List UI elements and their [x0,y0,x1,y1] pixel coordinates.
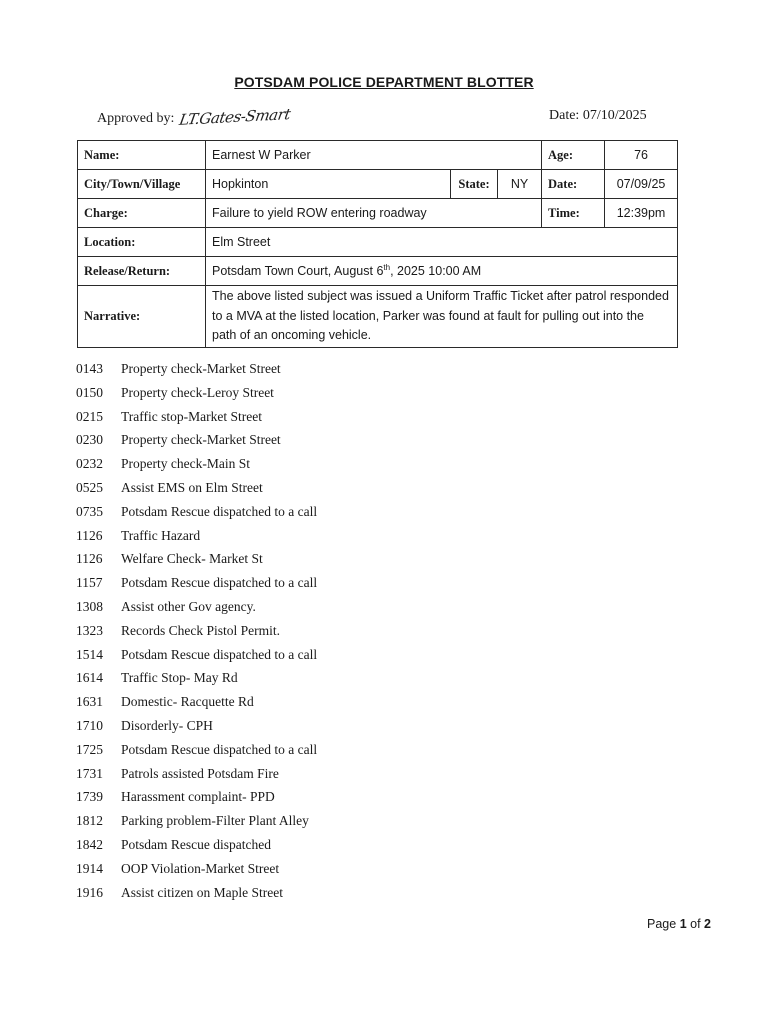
log-entry-text: Records Check Pistol Permit. [121,622,280,638]
log-entry-text: Property check-Main St [121,456,250,472]
log-entry-text: OOP Violation-Market Street [121,860,280,876]
charge-label: Charge: [78,199,206,228]
log-entry-text: Assist other Gov agency. [121,598,256,614]
log-entry [76,692,317,716]
log-entry [76,883,317,907]
city-value: Hopkinton [206,170,451,199]
log-entry-text: Potsdam Rescue dispatched to a call [121,646,318,662]
log-entry-text: Welfare Check- Market St [121,551,263,567]
log-entry-time: 1157 [76,575,103,591]
approver-signature: LT.Gates-Smart [178,105,292,129]
row-location [78,228,678,257]
row-charge [78,199,678,228]
narrative-value: The above listed subject was issued a Uniform Traffic Ticket after patrol responded to a MVA at the listed location, Parker was found at fault for pulling out into the path of an oncoming vehicle. [206,286,678,348]
name-label: Name: [78,141,206,170]
release-label: Release/Return: [78,257,206,286]
row-city [78,170,678,199]
location-value: Elm Street [206,228,678,257]
log-entry [76,597,317,621]
time-value: 12:39pm [605,199,678,228]
page-of: of [690,917,701,931]
log-entry-time: 0735 [76,503,103,519]
log-entry-text: Parking problem-Filter Plant Alley [121,813,309,829]
log-entry [76,407,317,431]
log-entry [76,764,317,788]
log-entry-text: Assist EMS on Elm Street [121,479,263,495]
incident-date-value: 07/09/25 [605,170,678,199]
city-label: City/Town/Village [78,170,206,199]
log-entry [76,383,317,407]
log-entry [76,811,317,835]
log-entry [76,502,317,526]
log-entry-time: 0232 [76,456,103,472]
document-title: POTSDAM POLICE DEPARTMENT BLOTTER [234,74,534,90]
state-value: NY [498,170,542,199]
log-entry [76,430,317,454]
charge-value: Failure to yield ROW entering roadway [206,199,542,228]
approved-by [97,105,292,129]
log-entry-time: 0525 [76,479,103,495]
release-value [206,257,678,286]
log-entry-time: 1725 [76,741,103,757]
log-entry-text: Potsdam Rescue dispatched [121,836,271,852]
blotter-log [76,359,317,906]
log-entry [76,359,317,383]
log-entry-text: Assist citizen on Maple Street [121,884,283,900]
page-current: 1 [679,917,687,931]
log-entry-text: Traffic Hazard [121,527,201,543]
log-entry [76,526,317,550]
log-entry-time: 1731 [76,765,103,781]
log-entry-time: 1842 [76,836,103,852]
log-entry-time: 0230 [76,432,103,448]
log-entry [76,716,317,740]
log-entry [76,454,317,478]
log-entry [76,668,317,692]
log-entry [76,573,317,597]
date-value: 07/10/2025 [582,108,647,123]
page-word: Page [647,917,677,931]
log-entry-time: 0150 [76,384,103,400]
log-entry-text: Potsdam Rescue dispatched to a call [121,741,318,757]
log-entry-text: Property check-Market Street [121,361,281,376]
log-entry-text: Traffic Stop- May Rd [121,670,238,686]
log-entry-time: 1739 [76,789,103,805]
release-value-ordinal: th [383,263,391,273]
log-entry-text: Harassment complaint- PPD [121,789,275,805]
age-label: Age: [542,141,605,170]
incident-date-label: Date: [542,170,605,199]
log-entry-time: 1631 [76,694,103,710]
name-value: Earnest W Parker [206,141,542,170]
log-entry [76,859,317,883]
log-entry-time: 1308 [76,598,103,614]
age-value: 76 [605,141,678,170]
log-entry [76,787,317,811]
incident-record-table [77,140,678,348]
log-entry [76,621,317,645]
log-entry-time: 1323 [76,622,103,638]
log-entry-text: Property check-Market Street [121,432,281,448]
log-entry-time: 1126 [76,551,103,567]
log-entry [76,740,317,764]
location-label: Location: [78,228,206,257]
page-total: 2 [704,917,711,931]
log-entry [76,835,317,859]
row-narrative [78,286,678,348]
log-entry-time: 0215 [76,408,103,424]
log-entry-time: 1914 [76,860,103,876]
approved-label: Approved by: [97,111,175,126]
log-entry-time: 1126 [76,527,103,543]
log-entry [76,478,317,502]
log-entry-time: 0143 [76,361,103,376]
log-entry-time: 1614 [76,670,103,686]
document-date [549,108,647,124]
log-entry-text: Domestic- Racquette Rd [121,694,254,710]
release-value-main: Potsdam Town Court, August 6 [212,264,384,279]
log-entry-text: Traffic stop-Market Street [121,408,262,424]
log-entry [76,549,317,573]
page-number [647,917,711,931]
log-entry-text: Patrols assisted Potsdam Fire [121,765,279,781]
state-label: State: [451,170,498,199]
log-entry-time: 1812 [76,813,103,829]
narrative-label: Narrative: [78,286,206,348]
log-entry-time: 1916 [76,884,103,900]
log-entry-time: 1710 [76,717,103,733]
row-release [78,257,678,286]
log-entry-text: Potsdam Rescue dispatched to a call [121,503,318,519]
log-entry-text: Potsdam Rescue dispatched to a call [121,575,318,591]
time-label: Time: [542,199,605,228]
log-entry-text: Property check-Leroy Street [121,384,274,400]
log-entry [76,645,317,669]
log-entry-time: 1514 [76,646,103,662]
row-name [78,141,678,170]
release-value-rest: , 2025 10:00 AM [390,264,482,279]
log-entry-text: Disorderly- CPH [121,717,213,733]
date-label: Date: [549,108,580,123]
